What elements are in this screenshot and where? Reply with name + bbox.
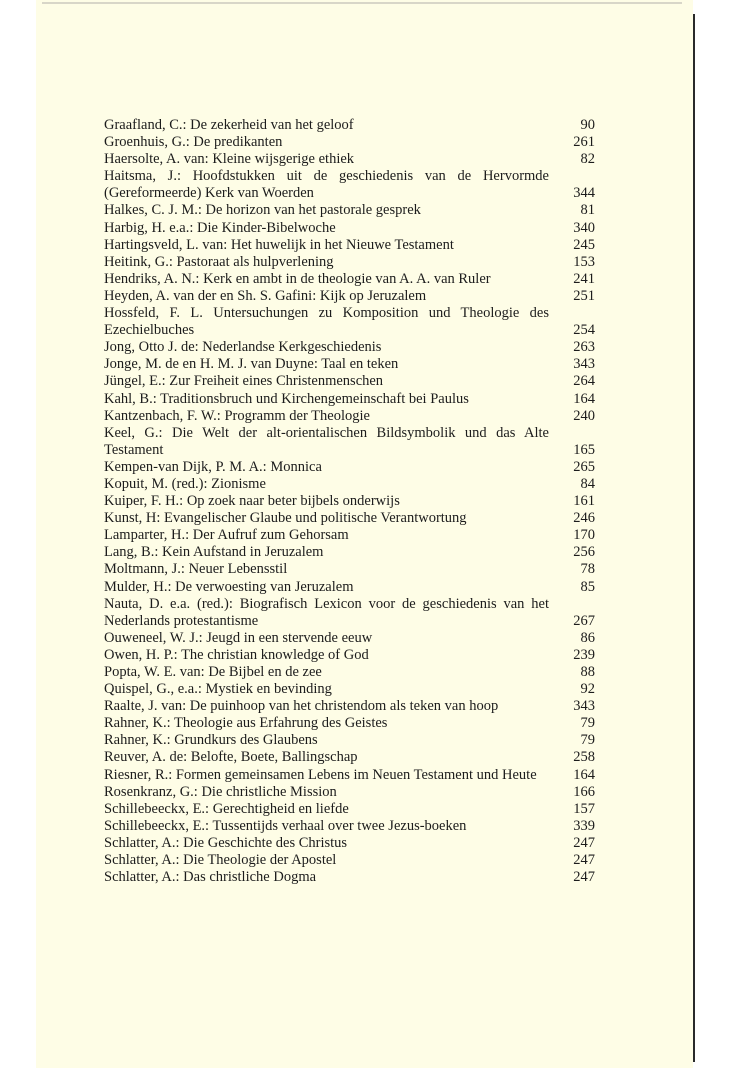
entry-page-number: 92: [580, 681, 595, 698]
index-entry: [104, 220, 595, 237]
entry-title: Jonge, M. de en H. M. J. van Duyne: Taal en teken: [104, 356, 399, 373]
entry-title: Schillebeeckx, E.: Tussentijds verhaal over twee Jezus-boeken: [104, 817, 467, 834]
index-entry: [104, 681, 595, 698]
entry-title: Nauta, D. e.a. (red.): Biografisch Lexicon voor de geschiedenis van het Nederlands protestantisme: [104, 595, 549, 629]
entry-page-number: 254: [573, 322, 595, 339]
entry-page-number: 245: [573, 236, 595, 253]
entry-title: Reuver, A. de: Belofte, Boete, Ballingschap: [104, 749, 358, 766]
entry-title: Kuiper, F. H.: Op zoek naar beter bijbels onderwijs: [104, 493, 400, 510]
entry-title: Hartingsveld, L. van: Het huwelijk in het Nieuwe Testament: [104, 236, 454, 253]
index-entry: [104, 339, 595, 356]
entry-page-number: 339: [573, 817, 595, 834]
entry-title: Haitsma, J.: Hoofdstukken uit de geschiedenis van de Hervormde (Gereformeerde) Kerk van Woerden: [104, 168, 549, 202]
entry-page-number: 79: [580, 732, 595, 749]
index-entry: [104, 459, 595, 476]
index-entry: [104, 664, 595, 681]
entry-title: Raalte, J. van: De puinhoop van het christendom als teken van hoop: [104, 698, 499, 715]
index-entry: [104, 168, 595, 202]
index-entry: [104, 852, 595, 869]
entry-page-number: 84: [580, 475, 595, 492]
index-entry: [104, 630, 595, 647]
entry-title: Heitink, G.: Pastoraat als hulpverlening: [104, 253, 334, 270]
entry-page-number: 90: [580, 117, 595, 133]
entry-page-number: 241: [573, 270, 595, 287]
entry-title: Graafland, C.: De zekerheid van het geloof: [104, 117, 354, 133]
index-entry: [104, 561, 595, 578]
entry-page-number: 157: [573, 800, 595, 817]
index-entry: [104, 510, 595, 527]
index-entry: [104, 151, 595, 168]
entry-page-number: 246: [573, 510, 595, 527]
entry-page-number: 261: [573, 134, 595, 151]
entry-page-number: 263: [573, 339, 595, 356]
entry-title: Schlatter, A.: Die Geschichte des Christus: [104, 834, 348, 851]
entry-title: Keel, G.: Die Welt der alt-orientalischen Bildsymbolik und das Alte Testament: [104, 424, 549, 458]
entry-title: Mulder, H.: De verwoesting van Jeruzalem: [104, 578, 354, 595]
index-entry: [104, 476, 595, 493]
entry-page-number: 88: [580, 664, 595, 680]
entry-page-number: 247: [573, 852, 595, 869]
entry-title: Heyden, A. van der en Sh. S. Gafini: Kijk op Jeruzalem: [104, 287, 427, 304]
index-entry: [104, 835, 595, 852]
entry-page-number: 170: [573, 527, 595, 544]
index-entry: [104, 869, 595, 886]
index-entry: [104, 596, 595, 630]
index-entry: [104, 117, 595, 134]
entry-page-number: 256: [573, 544, 595, 561]
entry-page-number: 82: [580, 151, 595, 168]
entry-page-number: 161: [573, 493, 595, 510]
entry-title: Groenhuis, G.: De predikanten: [104, 134, 283, 151]
index-entry: [104, 202, 595, 219]
entry-page-number: 265: [573, 458, 595, 475]
entry-page-number: 247: [573, 834, 595, 851]
index-entry: [104, 647, 595, 664]
entry-title: Ouweneel, W. J.: Jeugd in een stervende eeuw: [104, 629, 373, 646]
index-entry: [104, 749, 595, 766]
entry-title: Haersolte, A. van: Kleine wijsgerige ethiek: [104, 151, 355, 168]
entry-title: Hendriks, A. N.: Kerk en ambt in de theologie van A. A. van Ruler: [104, 270, 491, 287]
entry-page-number: 340: [573, 219, 595, 236]
entry-title: Jüngel, E.: Zur Freiheit eines Christenmenschen: [104, 373, 384, 390]
index-entry: [104, 391, 595, 408]
entry-page-number: 247: [573, 869, 595, 886]
entry-page-number: 164: [573, 390, 595, 407]
entry-title: Lamparter, H.: Der Aufruf zum Gehorsam: [104, 527, 349, 544]
index-entry: [104, 288, 595, 305]
entry-title: Rahner, K.: Grundkurs des Glaubens: [104, 732, 318, 749]
entry-page-number: 164: [573, 766, 595, 783]
entry-title: Popta, W. E. van: De Bijbel en de zee: [104, 664, 322, 680]
page-top-edge: [42, 2, 682, 4]
index-list: [104, 117, 595, 886]
entry-title: Rosenkranz, G.: Die christliche Mission: [104, 783, 337, 800]
entry-page-number: 153: [573, 253, 595, 270]
entry-title: Schlatter, A.: Die Theologie der Apostel: [104, 852, 337, 869]
entry-page-number: 343: [573, 356, 595, 373]
index-entry: [104, 544, 595, 561]
entry-title: Lang, B.: Kein Aufstand in Jeruzalem: [104, 544, 324, 561]
entry-page-number: 85: [580, 578, 595, 595]
entry-title: Kantzenbach, F. W.: Programm der Theologie: [104, 407, 370, 424]
index-entry: [104, 493, 595, 510]
index-entry: [104, 527, 595, 544]
entry-page-number: 239: [573, 646, 595, 663]
index-entry: [104, 767, 595, 784]
page-right-edge: [693, 14, 695, 1062]
entry-page-number: 264: [573, 373, 595, 390]
index-entry: [104, 818, 595, 835]
index-entry: [104, 408, 595, 425]
index-entry: [104, 801, 595, 818]
index-entry: [104, 715, 595, 732]
entry-title: Kempen-van Dijk, P. M. A.: Monnica: [104, 458, 322, 475]
entry-title: Kunst, H: Evangelischer Glaube und politische Verantwortung: [104, 510, 467, 527]
entry-page-number: 240: [573, 407, 595, 424]
index-entry: [104, 271, 595, 288]
entry-title: Harbig, H. e.a.: Die Kinder-Bibelwoche: [104, 219, 336, 236]
entry-title: Schillebeeckx, E.: Gerechtigheid en liefde: [104, 800, 349, 817]
index-entry: [104, 784, 595, 801]
index-entry: [104, 134, 595, 151]
index-entry: [104, 425, 595, 459]
index-entry: [104, 373, 595, 390]
index-entry: [104, 579, 595, 596]
entry-page-number: 165: [573, 441, 595, 458]
entry-title: Kahl, B.: Traditionsbruch und Kirchengemeinschaft bei Paulus: [104, 390, 469, 407]
entry-title: Riesner, R.: Formen gemeinsamen Lebens im Neuen Testament und Heute: [104, 766, 537, 783]
index-entry: [104, 732, 595, 749]
entry-page-number: 78: [580, 561, 595, 578]
entry-page-number: 251: [573, 287, 595, 304]
entry-page-number: 343: [573, 698, 595, 715]
entry-title: Kopuit, M. (red.): Zionisme: [104, 475, 266, 492]
entry-title: Hossfeld, F. L. Untersuchungen zu Komposition und Theologie des Ezechielbuches: [104, 305, 549, 339]
entry-page-number: 81: [580, 202, 595, 219]
entry-page-number: 267: [573, 612, 595, 629]
entry-page-number: 166: [573, 783, 595, 800]
index-entry: [104, 237, 595, 254]
entry-page-number: 344: [573, 185, 595, 202]
entry-page-number: 79: [580, 715, 595, 732]
entry-title: Rahner, K.: Theologie aus Erfahrung des Geistes: [104, 715, 388, 732]
entry-page-number: 86: [580, 629, 595, 646]
entry-title: Schlatter, A.: Das christliche Dogma: [104, 869, 317, 886]
entry-title: Moltmann, J.: Neuer Lebensstil: [104, 561, 288, 578]
entry-title: Quispel, G., e.a.: Mystiek en bevinding: [104, 681, 332, 698]
index-entry: [104, 305, 595, 339]
index-entry: [104, 254, 595, 271]
index-entry: [104, 698, 595, 715]
entry-title: Owen, H. P.: The christian knowledge of God: [104, 646, 369, 663]
index-entry: [104, 356, 595, 373]
entry-title: Jong, Otto J. de: Nederlandse Kerkgeschiedenis: [104, 339, 382, 356]
entry-page-number: 258: [573, 749, 595, 766]
entry-title: Halkes, C. J. M.: De horizon van het pastorale gesprek: [104, 202, 421, 219]
